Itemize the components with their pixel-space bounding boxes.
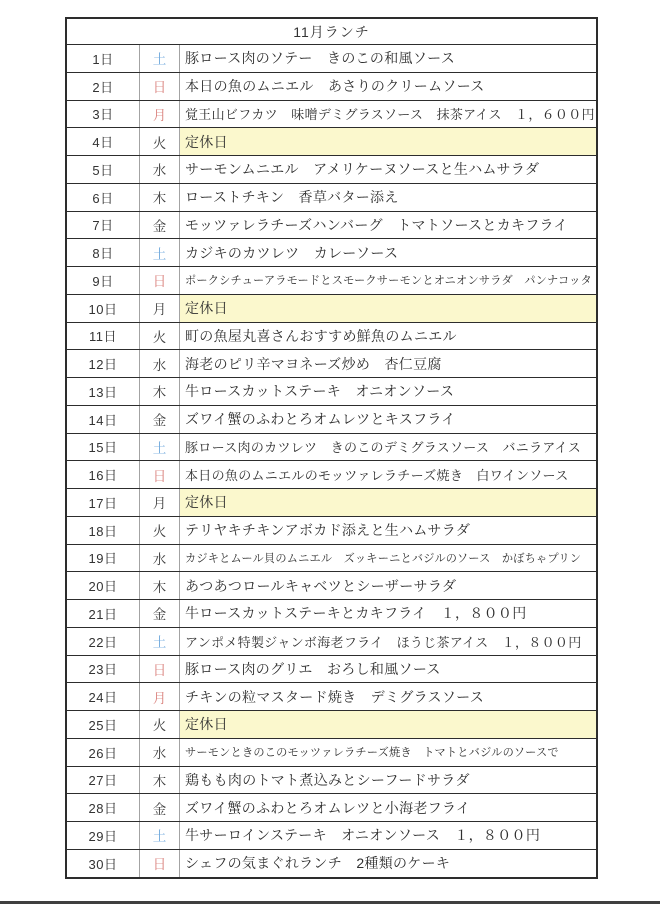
date-cell: 23日 [88, 662, 118, 678]
menu-cell: 牛ロースカットステーキとカキフライ １，８００円 [185, 605, 527, 622]
date-cell: 12日 [88, 357, 118, 373]
weekday-cell: 日 [139, 461, 180, 488]
table-row [67, 710, 596, 738]
menu-cell: チキンの粒マスタード焼き デミグラスソース [185, 688, 485, 705]
date-cell: 10日 [88, 301, 118, 317]
menu-cell: サーモンときのこのモッツァレラチーズ焼き トマトとバジルのソースで [185, 747, 559, 760]
table-row [67, 183, 596, 211]
table-row [67, 127, 596, 155]
date-cell: 19日 [88, 551, 118, 567]
table-row [67, 516, 596, 544]
weekday-cell: 土 [139, 628, 180, 655]
date-cell: 20日 [88, 579, 118, 595]
table-row [67, 627, 596, 655]
table-row [67, 544, 596, 572]
weekday-cell: 日 [139, 656, 180, 683]
table-row [67, 72, 596, 100]
table-row [67, 682, 596, 710]
menu-cell: 定休日 [180, 128, 596, 155]
table-row [67, 377, 596, 405]
menu-cell: サーモンムニエル アメリケーヌソースと生ハムサラダ [185, 161, 540, 178]
weekday-cell: 土 [139, 434, 180, 461]
weekday-cell: 月 [139, 489, 180, 516]
date-cell: 11日 [89, 329, 117, 345]
table-row [67, 266, 596, 294]
menu-cell: 鶏もも肉のトマト煮込みとシーフードサラダ [185, 771, 470, 788]
menu-cell: 牛ロースカットステーキ オニオンソース [185, 383, 455, 400]
weekday-cell: 月 [139, 683, 180, 710]
page-bottom-divider [0, 901, 660, 904]
table-row [67, 294, 596, 322]
date-cell: 16日 [88, 468, 118, 484]
table-row [67, 44, 596, 72]
weekday-cell: 土 [139, 239, 180, 266]
menu-cell: 海老のピリ辛マヨネーズ炒め 杏仁豆腐 [185, 355, 442, 372]
table-title: 11月ランチ [293, 23, 370, 40]
date-cell: 14日 [88, 412, 118, 428]
date-cell: 6日 [92, 190, 114, 206]
table-row [67, 433, 596, 461]
date-cell: 21日 [88, 606, 118, 622]
table-row [67, 766, 596, 794]
table-row [67, 405, 596, 433]
weekday-cell: 水 [139, 545, 180, 572]
date-cell: 1日 [92, 51, 114, 67]
menu-table-body [67, 44, 596, 877]
weekday-cell: 日 [139, 267, 180, 294]
weekday-cell: 金 [139, 600, 180, 627]
menu-cell: あつあつロールキャベツとシーザーサラダ [185, 577, 457, 594]
menu-cell: カジキのカツレツ カレーソース [185, 244, 399, 261]
weekday-cell: 火 [139, 128, 180, 155]
menu-cell: ローストチキン 香草バター添え [185, 189, 399, 206]
menu-cell: 覚王山ビフカツ 味噌デミグラスソース 抹茶アイス １，６００円 [185, 107, 595, 123]
date-cell: 9日 [92, 273, 114, 289]
weekday-cell: 水 [139, 156, 180, 183]
weekday-cell: 火 [139, 323, 180, 350]
table-row [67, 655, 596, 683]
table-row [67, 238, 596, 266]
weekday-cell: 水 [139, 739, 180, 766]
menu-cell: カジキとムール貝のムニエル ズッキーニとバジルのソース かぼちゃプリン [185, 552, 582, 565]
menu-cell: 定休日 [180, 295, 596, 322]
weekday-cell: 水 [139, 350, 180, 377]
weekday-cell: 火 [139, 711, 180, 738]
table-row [67, 322, 596, 350]
date-cell: 29日 [88, 828, 118, 844]
menu-cell: ズワイ蟹のふわとろオムレツと小海老フライ [185, 799, 471, 816]
date-cell: 2日 [92, 79, 114, 95]
date-cell: 26日 [88, 745, 118, 761]
menu-cell: ポークシチューアラモードとスモークサーモンとオニオンサラダ パンナコッタ [185, 275, 592, 288]
table-row [67, 155, 596, 183]
menu-cell: ズワイ蟹のふわとろオムレツとキスフライ [185, 411, 456, 428]
date-cell: 5日 [92, 162, 114, 178]
table-row [67, 793, 596, 821]
weekday-cell: 金 [139, 406, 180, 433]
table-row [67, 821, 596, 849]
date-cell: 22日 [88, 634, 118, 650]
weekday-cell: 月 [139, 101, 180, 128]
weekday-cell: 木 [139, 378, 180, 405]
date-cell: 24日 [88, 690, 118, 706]
table-row [67, 460, 596, 488]
weekday-cell: 土 [139, 822, 180, 849]
date-cell: 4日 [92, 135, 114, 151]
menu-cell: 豚ロース肉のグリエ おろし和風ソース [185, 660, 441, 677]
table-row [67, 211, 596, 239]
date-cell: 8日 [92, 246, 114, 262]
weekday-cell: 日 [139, 850, 180, 877]
table-row [67, 571, 596, 599]
date-cell: 30日 [88, 856, 118, 872]
date-cell: 25日 [88, 717, 118, 733]
date-cell: 15日 [88, 440, 118, 456]
menu-cell: シェフの気まぐれランチ 2種類のケーキ [185, 855, 451, 872]
weekday-cell: 土 [139, 45, 180, 72]
weekday-cell: 日 [139, 73, 180, 100]
table-row [67, 738, 596, 766]
menu-cell: 本日の魚のムニエルのモッツァレラチーズ焼き 白ワインソース [185, 468, 569, 484]
date-cell: 7日 [92, 218, 114, 234]
menu-cell: 町の魚屋丸喜さんおすすめ鮮魚のムニエル [185, 327, 457, 344]
weekday-cell: 月 [139, 295, 180, 322]
menu-cell: 牛サーロインステーキ オニオンソース １，８００円 [185, 827, 541, 844]
menu-cell: モッツァレラチーズハンバーグ トマトソースとカキフライ [185, 216, 568, 233]
menu-cell: テリヤキチキンアボカド添えと生ハムサラダ [185, 522, 471, 539]
table-row [67, 488, 596, 516]
weekday-cell: 木 [139, 184, 180, 211]
menu-cell: 豚ロース肉のソテー きのこの和風ソース [185, 50, 456, 67]
menu-cell: 豚ロース肉のカツレツ きのこのデミグラスソース バニラアイス [185, 440, 582, 456]
date-cell: 27日 [88, 773, 118, 789]
weekday-cell: 木 [139, 572, 180, 599]
menu-cell: 定休日 [180, 489, 596, 516]
menu-cell: 定休日 [180, 711, 596, 738]
november-lunch-menu-table [65, 17, 598, 879]
table-row [67, 349, 596, 377]
menu-cell: 本日の魚のムニエル あさりのクリームソース [185, 78, 485, 95]
table-row [67, 849, 596, 877]
weekday-cell: 金 [139, 794, 180, 821]
date-cell: 18日 [88, 523, 118, 539]
date-cell: 28日 [88, 801, 118, 817]
weekday-cell: 火 [139, 517, 180, 544]
weekday-cell: 金 [139, 212, 180, 239]
menu-cell: アンポメ特製ジャンボ海老フライ ほうじ茶アイス １，８００円 [185, 634, 582, 650]
table-row [67, 100, 596, 128]
date-cell: 3日 [92, 107, 114, 123]
table-row [67, 599, 596, 627]
weekday-cell: 木 [139, 767, 180, 794]
date-cell: 13日 [88, 384, 118, 400]
date-cell: 17日 [88, 495, 118, 511]
